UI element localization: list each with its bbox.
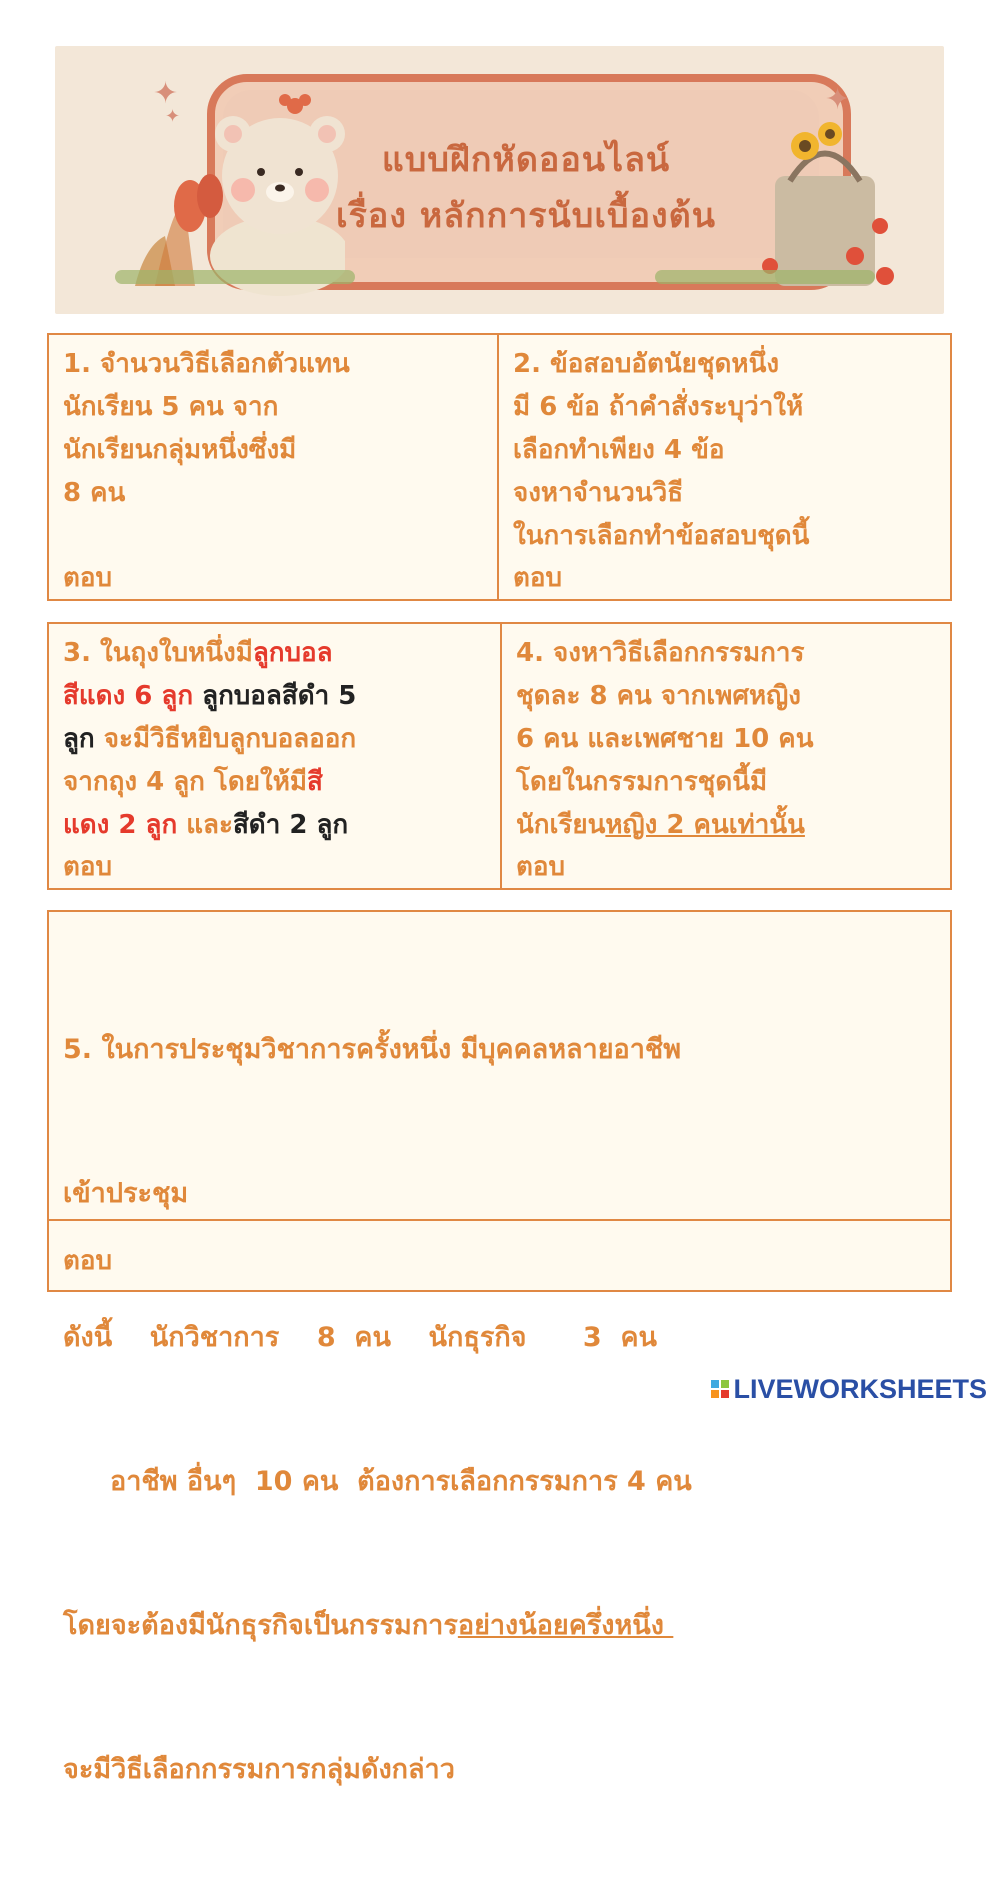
highlight-red: แดง 2 ลูก [63,810,178,840]
sparkle-icon: ✦ [153,76,179,111]
question-line: 8 คน [63,478,126,508]
question-line [63,675,493,718]
question-line: 4. จงหาวิธีเลือกกรรมการ [516,638,805,668]
text-span: นักเรียน [516,810,606,840]
footer-brand [711,1369,987,1409]
answer-label-q1: ตอบ [63,563,113,593]
answer-label-q5: ตอบ [63,1246,113,1276]
question-line [63,718,493,761]
liveworksheets-logo-icon [711,1380,729,1398]
answer-label-q3: ตอบ [63,852,113,882]
highlight-black: ลูก [63,724,95,754]
underlined-text: หญิง 2 คนเท่านั้น [605,810,805,840]
question-line: 6 คน และเพศชาย 10 คน [516,724,814,754]
header-banner [55,46,944,314]
highlight-black: สีดำ 2 ลูก [232,810,349,840]
grass-decoration [115,270,355,284]
text-span: 3. ในถุงใบหนึ่งมี [63,638,253,668]
question-2-text [499,335,953,558]
answer-label-q2: ตอบ [513,563,563,593]
question-row-2 [47,622,952,890]
question-line [63,761,493,804]
answer-divider [49,1219,950,1221]
text-span: จะมีวิธีหยิบลูกบอลออก [94,724,357,754]
sparkle-icon: ✦ [825,82,851,117]
question-3-text [49,624,493,847]
question-line: ในการเลือกทำข้อสอบชุดนี้ [513,521,810,551]
underlined-text: อย่างน้อยครึ่งหนึ่ง [457,1610,674,1641]
title-line-1: แบบฝึกหัดออนไลน์ [381,140,671,180]
question-line: 5. ในการประชุมวิชาการครั้งหนึ่ง มีบุคคลหลายอาชีพ [63,1034,682,1065]
question-4-text [502,624,956,847]
question-line [63,1602,943,1650]
sparkle-icon: ✦ [165,106,181,127]
question-1-text [49,335,493,515]
question-line [63,804,493,847]
highlight-red: ลูกบอล [252,638,333,668]
highlight-black: ลูกบอลสีดำ 5 [193,681,357,711]
grass-decoration [655,270,875,284]
question-line: อาชีพ อื่นๆ 10 คน ต้องการเลือกกรรมการ 4 คน [63,1466,692,1497]
question-line: 1. จำนวนวิธีเลือกตัวแทน [63,349,350,379]
brand-name: LIVEWORKSHEETS [733,1373,987,1404]
highlight-red: สีแดง 6 ลูก [63,681,194,711]
page-title [291,132,761,244]
question-line: นักเรียนกลุ่มหนึ่งซึ่งมี [63,435,297,465]
text-span: และ [177,810,233,840]
question-line: จะมีวิธีเลือกกรรมการกลุ่มดังกล่าว [63,1754,455,1785]
question-line: มี 6 ข้อ ถ้าคำสั่งระบุว่าให้ [513,392,804,422]
question-row-1 [47,333,952,601]
question-line: ดังนี้ นักวิชาการ 8 คน นักธุรกิจ 3 คน [63,1322,657,1353]
title-line-2: เรื่อง หลักการนับเบื้องต้น [336,196,716,236]
question-line: โดยในกรรมการชุดนี้มี [516,767,768,797]
question-line: นักเรียน 5 คน จาก [63,392,279,422]
text-span: จากถุง 4 ลูก โดยให้มี [63,767,307,797]
answer-label-q4: ตอบ [516,852,566,882]
question-line: เลือกทำเพียง 4 ข้อ [513,435,725,465]
question-line: ชุดละ 8 คน จากเพศหญิง [516,681,801,711]
question-line [63,632,493,675]
question-line: เข้าประชุม [63,1178,189,1209]
question-line [516,804,956,847]
text-span: โดยจะต้องมีนักธุรกิจเป็นกรรมการ [63,1610,458,1641]
question-line: 2. ข้อสอบอัตนัยชุดหนึ่ง [513,349,780,379]
question-line: จงหาจำนวนวิธี [513,478,684,508]
highlight-red: สี [307,767,323,797]
